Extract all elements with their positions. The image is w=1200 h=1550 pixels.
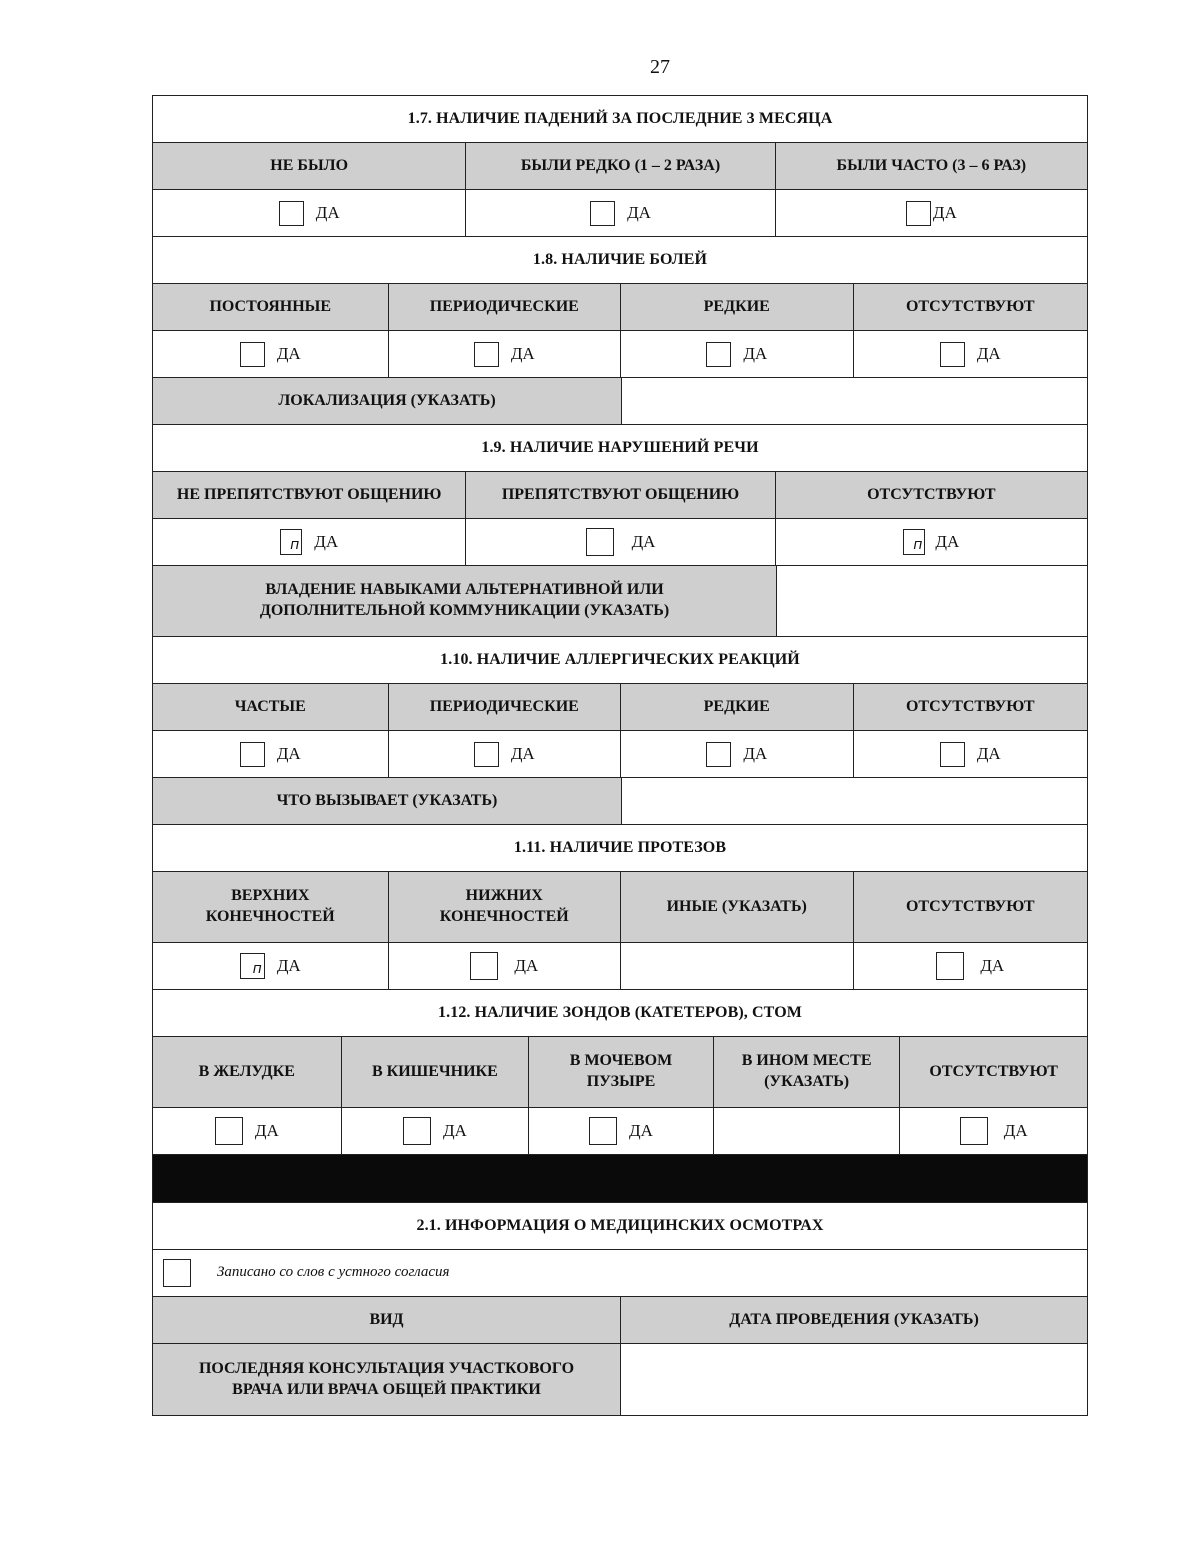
checkbox[interactable] <box>936 952 964 980</box>
section-1-10-header-row <box>153 684 1087 731</box>
answer-cell <box>342 1108 530 1154</box>
column-header: БЫЛИ РЕДКО (1 – 2 РАЗА) <box>466 143 775 189</box>
answer-cell <box>621 731 854 777</box>
yes-label: ДА <box>276 743 301 763</box>
checkbox[interactable] <box>586 528 614 556</box>
column-header-line: В МОЧЕВОМ <box>569 1052 673 1070</box>
checkbox-mark: п <box>913 537 923 553</box>
section-title: 2.1. ИНФОРМАЦИЯ О МЕДИЦИНСКИХ ОСМОТРАХ <box>416 1216 824 1234</box>
consent-checkbox[interactable] <box>163 1259 191 1287</box>
section-title: 1.10. НАЛИЧИЕ АЛЛЕРГИЧЕСКИХ РЕАКЦИЙ <box>440 650 800 668</box>
column-header: ЧАСТЫЕ <box>153 684 389 730</box>
column-header: ОТСУТСТВУЮТ <box>905 697 1035 715</box>
column-header-line: ВЕРХНИХ <box>231 887 310 905</box>
answer-cell <box>621 331 854 377</box>
checkbox[interactable] <box>589 1117 617 1145</box>
answer-cell <box>776 519 1087 565</box>
answer-cell <box>529 1108 714 1154</box>
column-header: НЕ БЫЛО <box>153 143 466 189</box>
column-header: ИНЫЕ (УКАЗАТЬ) <box>621 872 854 942</box>
section-1-10-title-row <box>153 637 1087 684</box>
section-2-1-header-row <box>153 1297 1087 1344</box>
answer-cell <box>854 943 1088 989</box>
section-1-10-answer-row <box>153 731 1087 778</box>
answer-cell <box>854 331 1088 377</box>
checkbox[interactable] <box>403 1117 431 1145</box>
last-consultation-line: ВРАЧА ИЛИ ВРАЧА ОБЩЕЙ ПРАКТИКИ <box>232 1380 541 1398</box>
section-1-11-answer-row <box>153 943 1087 990</box>
yes-label: ДА <box>935 531 960 551</box>
column-header: ПРЕПЯТСТВУЮТ ОБЩЕНИЮ <box>466 472 775 518</box>
column-header: НЕ ПРЕПЯТСТВУЮТ ОБЩЕНИЮ <box>153 472 466 518</box>
yes-label: ДА <box>514 955 539 975</box>
page-number: 27 <box>650 56 670 78</box>
checkbox-mark: п <box>252 961 262 977</box>
answer-cell <box>466 190 775 236</box>
yes-label: ДА <box>627 202 651 222</box>
column-header: ПЕРИОДИЧЕСКИЕ <box>389 684 622 730</box>
section-title: 1.7. НАЛИЧИЕ ПАДЕНИЙ ЗА ПОСЛЕДНИЕ 3 МЕСЯЦА <box>407 109 833 127</box>
checkbox[interactable] <box>590 201 615 226</box>
other-location-field[interactable] <box>714 1108 901 1154</box>
section-1-8-localization-row <box>153 378 1087 425</box>
alt-communication-line: ВЛАДЕНИЕ НАВЫКАМИ АЛЬТЕРНАТИВНОЙ ИЛИ <box>265 581 664 599</box>
column-header: В КИШЕЧНИКЕ <box>342 1037 530 1107</box>
checkbox[interactable] <box>940 342 965 367</box>
section-title: 1.8. НАЛИЧИЕ БОЛЕЙ <box>532 250 708 268</box>
section-title: 1.9. НАЛИЧИЕ НАРУШЕНИЙ РЕЧИ <box>481 438 759 456</box>
checkbox[interactable] <box>474 742 499 767</box>
localization-field[interactable] <box>622 378 1087 424</box>
checkbox[interactable] <box>906 201 931 226</box>
yes-label: ДА <box>276 955 301 975</box>
section-1-9-title-row <box>153 425 1087 472</box>
alt-communication-label <box>153 566 777 636</box>
checkbox[interactable] <box>240 953 265 979</box>
yes-label: ДА <box>743 743 768 763</box>
column-header-line: (УКАЗАТЬ) <box>764 1073 850 1090</box>
section-1-11-header-row <box>153 872 1087 943</box>
answer-cell <box>153 190 466 236</box>
yes-label: ДА <box>254 1120 279 1140</box>
column-header <box>714 1037 901 1107</box>
section-title: 1.12. НАЛИЧИЕ ЗОНДОВ (КАТЕТЕРОВ), СТОМ <box>438 1003 802 1021</box>
answer-cell <box>900 1108 1087 1154</box>
yes-label: ДА <box>932 202 957 222</box>
last-consultation-label <box>153 1344 621 1415</box>
consent-label: Записано со слов с устного согласия <box>217 1264 450 1281</box>
column-header-line: КОНЕЧНОСТЕЙ <box>439 908 569 925</box>
answer-cell <box>389 943 622 989</box>
column-header: ПЕРИОДИЧЕСКИЕ <box>389 284 622 330</box>
answer-cell <box>153 1108 342 1154</box>
section-1-12-header-row <box>153 1037 1087 1108</box>
column-header: ВИД <box>153 1297 621 1343</box>
column-header: ОТСУТСТВУЮТ <box>867 485 996 503</box>
last-consultation-date-field[interactable] <box>621 1344 1087 1415</box>
section-2-1-title-row <box>153 1203 1087 1250</box>
section-1-8-header-row <box>153 284 1087 331</box>
alt-communication-field[interactable] <box>777 566 1087 636</box>
yes-label: ДА <box>314 531 339 551</box>
column-header: РЕДКИЕ <box>621 684 854 730</box>
checkbox[interactable] <box>240 342 265 367</box>
section-1-7-answer-row <box>153 190 1087 237</box>
checkbox[interactable] <box>215 1117 243 1145</box>
yes-label: ДА <box>315 202 340 222</box>
alt-communication-line: ДОПОЛНИТЕЛЬНОЙ КОММУНИКАЦИИ (УКАЗАТЬ) <box>259 602 670 619</box>
answer-cell <box>153 331 389 377</box>
section-1-8-title-row <box>153 237 1087 284</box>
answer-cell <box>153 943 389 989</box>
yes-label: ДА <box>976 343 1001 363</box>
answer-cell <box>389 331 622 377</box>
answer-cell <box>389 731 622 777</box>
allergy-cause-label: ЧТО ВЫЗЫВАЕТ (УКАЗАТЬ) <box>153 778 622 824</box>
section-title: 1.11. НАЛИЧИЕ ПРОТЕЗОВ <box>513 838 727 856</box>
checkbox[interactable] <box>940 742 965 767</box>
column-header-line: КОНЕЧНОСТЕЙ <box>205 908 335 925</box>
column-header: ОТСУТСТВУЮТ <box>929 1062 1058 1080</box>
column-header: БЫЛИ ЧАСТО (3 – 6 РАЗ) <box>836 156 1027 174</box>
column-header-line: ПУЗЫРЕ <box>586 1073 656 1090</box>
section-1-7-title-row <box>153 96 1087 143</box>
yes-label: ДА <box>276 343 301 363</box>
yes-label: ДА <box>980 955 1005 975</box>
consent-cell <box>153 1250 1087 1296</box>
checkbox[interactable] <box>470 952 498 980</box>
column-header <box>529 1037 714 1107</box>
yes-label: ДА <box>629 1120 653 1140</box>
section-1-9-header-row <box>153 472 1087 519</box>
answer-cell <box>153 519 466 565</box>
section-1-10-cause-row <box>153 778 1087 825</box>
last-consultation-row <box>153 1344 1087 1415</box>
answer-cell <box>153 731 389 777</box>
other-prosthesis-field[interactable] <box>621 943 854 989</box>
localization-label: ЛОКАЛИЗАЦИЯ (УКАЗАТЬ) <box>153 378 622 424</box>
column-header: В ЖЕЛУДКЕ <box>153 1037 342 1107</box>
section-1-7-header-row <box>153 143 1087 190</box>
yes-label: ДА <box>1003 1120 1028 1140</box>
column-header <box>389 872 622 942</box>
consent-row <box>153 1250 1087 1297</box>
yes-label: ДА <box>743 343 768 363</box>
yes-label: ДА <box>976 743 1001 763</box>
column-header: ОТСУТСТВУЮТ <box>905 297 1035 315</box>
section-1-9-answer-row <box>153 519 1087 566</box>
column-header: ОТСУТСТВУЮТ <box>905 897 1035 915</box>
checkbox[interactable] <box>279 201 304 226</box>
column-header: ДАТА ПРОВЕДЕНИЯ (УКАЗАТЬ) <box>729 1310 979 1328</box>
section-1-11-title-row <box>153 825 1087 872</box>
answer-cell <box>776 190 1087 236</box>
assessment-form <box>152 95 1088 1416</box>
checkbox[interactable] <box>280 529 302 555</box>
yes-label: ДА <box>510 743 535 763</box>
section-1-9-alt-row <box>153 566 1087 637</box>
section-1-12-title-row <box>153 990 1087 1037</box>
column-header-line: В ИНОМ МЕСТЕ <box>741 1052 872 1070</box>
column-header: ПОСТОЯННЫЕ <box>153 284 389 330</box>
answer-cell <box>466 519 775 565</box>
column-header-line: НИЖНИХ <box>465 887 543 905</box>
checkbox[interactable] <box>960 1117 988 1145</box>
column-header: РЕДКИЕ <box>621 284 854 330</box>
section-separator-bar <box>153 1155 1087 1203</box>
checkbox[interactable] <box>240 742 265 767</box>
yes-label: ДА <box>510 343 535 363</box>
answer-cell <box>854 731 1088 777</box>
allergy-cause-field[interactable] <box>622 778 1087 824</box>
column-header <box>153 872 389 942</box>
checkbox-mark: п <box>290 537 300 553</box>
checkbox[interactable] <box>474 342 499 367</box>
last-consultation-line: ПОСЛЕДНЯЯ КОНСУЛЬТАЦИЯ УЧАСТКОВОГО <box>198 1359 575 1377</box>
yes-label: ДА <box>631 531 656 551</box>
checkbox[interactable] <box>903 529 925 555</box>
section-1-12-answer-row <box>153 1108 1087 1155</box>
yes-label: ДА <box>442 1120 467 1140</box>
section-1-8-answer-row <box>153 331 1087 378</box>
checkbox[interactable] <box>706 342 731 367</box>
checkbox[interactable] <box>706 742 731 767</box>
